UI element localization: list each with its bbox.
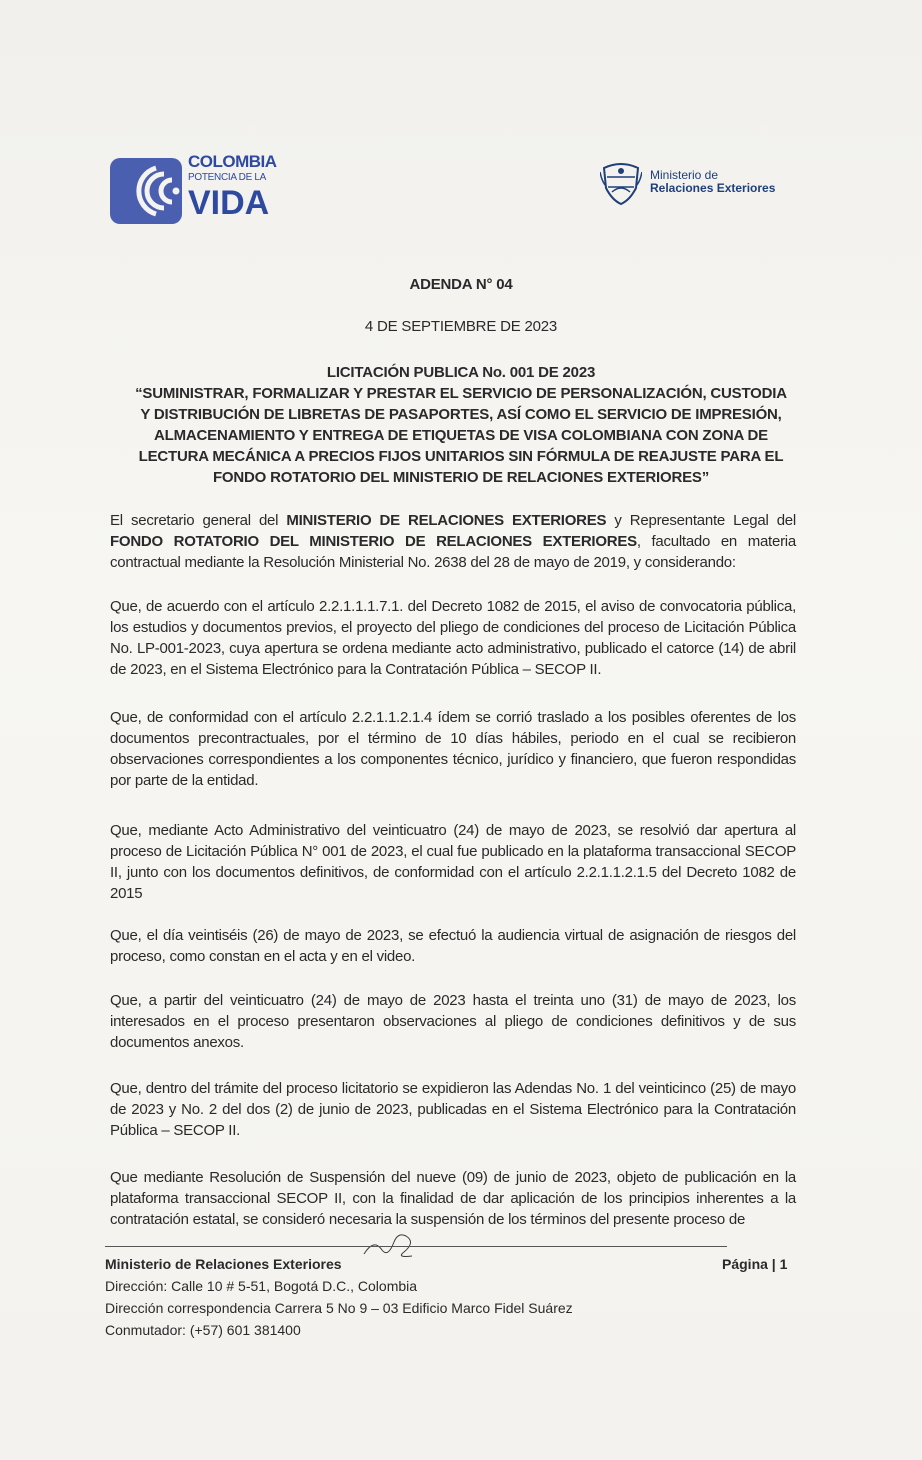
title-line: LECTURA MECÁNICA A PRECIOS FIJOS UNITARIOS SIN FÓRMULA DE REAJUSTE PARA EL (138, 448, 784, 465)
page-number: Página | 1 (722, 1256, 788, 1272)
colombia-potencia-logo (110, 152, 300, 230)
title-line: “SUMINISTRAR, FORMALIZAR Y PRESTAR EL SERVICIO DE PERSONALIZACIÓN, CUSTODIA (135, 385, 787, 402)
paragraph-5: Que, a partir del veinticuatro (24) de mayo de 2023 hasta el treinta uno (31) de mayo de 2023, los interesados en el proceso presentaron observaciones al pliego de condiciones definitivos y de sus documentos anexos. (110, 992, 796, 1051)
colombia-wave-icon (110, 158, 182, 224)
footer (105, 1253, 573, 1341)
title-line: ALMACENAMIENTO Y ENTREGA DE ETIQUETAS DE VISA COLOMBIANA CON ZONA DE (154, 427, 768, 444)
coat-of-arms-icon (600, 162, 642, 206)
intro-text: El secretario general del (110, 512, 287, 529)
footer-correspondence: Dirección correspondencia Carrera 5 No 9 – 03 Edificio Marco Fidel Suárez (105, 1300, 573, 1316)
paragraph-2: Que, de conformidad con el artículo 2.2.1.1.2.1.4 ídem se corrió traslado a los posibles oferentes de los documentos precontractuales, por el término de 10 días hábiles, periodo en el cual se recibieron observaciones correspondientes a los componentes técnico, jurídico y financiero, que fueron respondidas por parte de la entidad. (110, 709, 796, 789)
paragraph-7: Que mediante Resolución de Suspensión del nueve (09) de junio de 2023, objeto de publicación en la plataforma transaccional SECOP II, con la finalidad de dar aplicación de los principios inherentes a la contratación estatal, se consideró necesaria la suspensión de los términos del presente proceso de (110, 1169, 796, 1228)
document-date: 4 DE SEPTIEMBRE DE 2023 (364, 318, 558, 335)
adenda-number: ADENDA N° 04 (409, 276, 513, 293)
footer-phone: Conmutador: (+57) 601 381400 (105, 1322, 301, 1338)
footer-divider (105, 1246, 727, 1247)
paragraph-4: Que, el día veintiséis (26) de mayo de 2023, se efectuó la audiencia virtual de asignación de riesgos del proceso, como constan en el acta y en el video. (110, 927, 796, 965)
intro-text: y Representante Legal del (606, 512, 796, 529)
logo-line-3: VIDA (188, 184, 270, 222)
intro-text: , facultado en materia contractual mediante la Resolución Ministerial No. 2638 del 28 de mayo de 2019, y considerando: (110, 533, 796, 571)
paragraph-1: Que, de acuerdo con el artículo 2.2.1.1.1.7.1. del Decreto 1082 de 2015, el aviso de convocatoria pública, los estudios y documentos previos, el proyecto del pliego de condiciones del proceso de Licitación Pública No. LP-001-2023, cuya apertura se ordena mediante acto administrativo, publicado el catorce (14) de abril de 2023, en el Sistema Electrónico para la Contratación Pública – SECOP II. (110, 598, 796, 678)
ministerio-logo (600, 160, 810, 210)
paragraph-6: Que, dentro del trámite del proceso licitatorio se expidieron las Adendas No. 1 del veinticinco (25) de mayo de 2023 y No. 2 del dos (2) de junio de 2023, publicadas en el Sistema Electrónico para la Contratación Pública – SECOP II. (110, 1080, 796, 1139)
footer-address: Dirección: Calle 10 # 5-51, Bogotá D.C., Colombia (105, 1278, 418, 1294)
intro-paragraph (110, 510, 796, 573)
title-line: Y DISTRIBUCIÓN DE LIBRETAS DE PASAPORTES, ASÍ COMO EL SERVICIO DE IMPRESIÓN, (140, 406, 782, 423)
logo-line-1: COLOMBIA (188, 152, 277, 171)
paragraph-3: Que, mediante Acto Administrativo del veinticuatro (24) de mayo de 2023, se resolvió dar apertura al proceso de Licitación Pública N° 001 de 2023, el cual fue publicado en la plataforma transaccional SECOP II, junto con los documentos definitivos, de conformidad con el artículo 2.2.1.1.2.1.5 del Decreto 1082 de 2015 (110, 822, 796, 902)
title-line: FONDO ROTATORIO DEL MINISTERIO DE RELACIONES EXTERIORES” (212, 469, 710, 486)
ministerio-logo-line-2: Relaciones Exteriores (650, 181, 776, 195)
footer-org: Ministerio de Relaciones Exteriores (105, 1256, 342, 1272)
title-line: LICITACIÓN PUBLICA No. 001 DE 2023 (326, 364, 596, 381)
ministerio-logo-line-1: Ministerio de (650, 168, 719, 182)
intro-bold-fondo: FONDO ROTATORIO DEL MINISTERIO DE RELACIONES EXTERIORES (110, 533, 637, 550)
document-title (100, 362, 822, 488)
logo-line-2: POTENCIA DE LA (188, 172, 267, 183)
intro-bold-ministerio: MINISTERIO DE RELACIONES EXTERIORES (286, 512, 607, 529)
